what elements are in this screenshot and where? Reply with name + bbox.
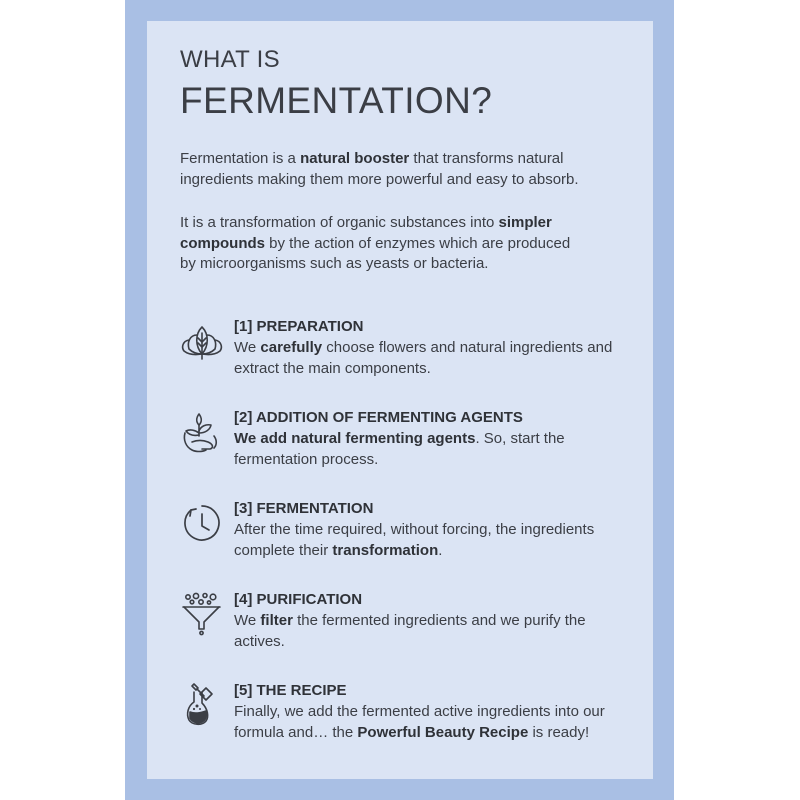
step-heading: [5] THE RECIPE <box>234 682 347 699</box>
step-heading: [3] FERMENTATION <box>234 500 374 517</box>
step-fermenting-agents <box>180 409 620 479</box>
info-card <box>147 21 653 779</box>
page-title: FERMENTATION? <box>180 80 493 121</box>
step-heading: [1] PREPARATION <box>234 318 364 335</box>
step-recipe <box>180 682 620 752</box>
step-description: Finally, we add the fermented active ingredients into our formula and… the Powerful Beauty Recipe is ready! <box>234 703 605 741</box>
funnel-filter-icon <box>180 591 224 637</box>
intro-paragraph-2: It is a transformation of organic substances into simpler compounds by the action of enzymes which are produced by microorganisms such as yeasts or bacteria. <box>180 214 571 272</box>
title-line-1: WHAT IS <box>180 46 280 73</box>
lotus-icon <box>180 318 224 364</box>
clock-icon <box>180 500 224 546</box>
step-fermentation <box>180 500 620 570</box>
hand-sprout-icon <box>180 409 224 455</box>
step-heading: [4] PURIFICATION <box>234 591 363 608</box>
step-purification <box>180 591 620 661</box>
intro-paragraph-1: Fermentation is a natural booster that transforms natural ingredients making them more powerful and easy to absorb. <box>180 150 579 188</box>
step-description: We add natural fermenting agents. So, start the fermentation process. <box>234 430 565 468</box>
step-description: We filter the fermented ingredients and we purify the actives. <box>234 612 586 650</box>
step-preparation <box>180 318 620 388</box>
step-heading: [2] ADDITION OF FERMENTING AGENTS <box>234 409 523 426</box>
step-description: After the time required, without forcing, the ingredients complete their transformation. <box>234 521 595 559</box>
flask-dropper-icon <box>180 682 224 728</box>
step-description: We carefully choose flowers and natural ingredients and extract the main components. <box>234 339 613 377</box>
